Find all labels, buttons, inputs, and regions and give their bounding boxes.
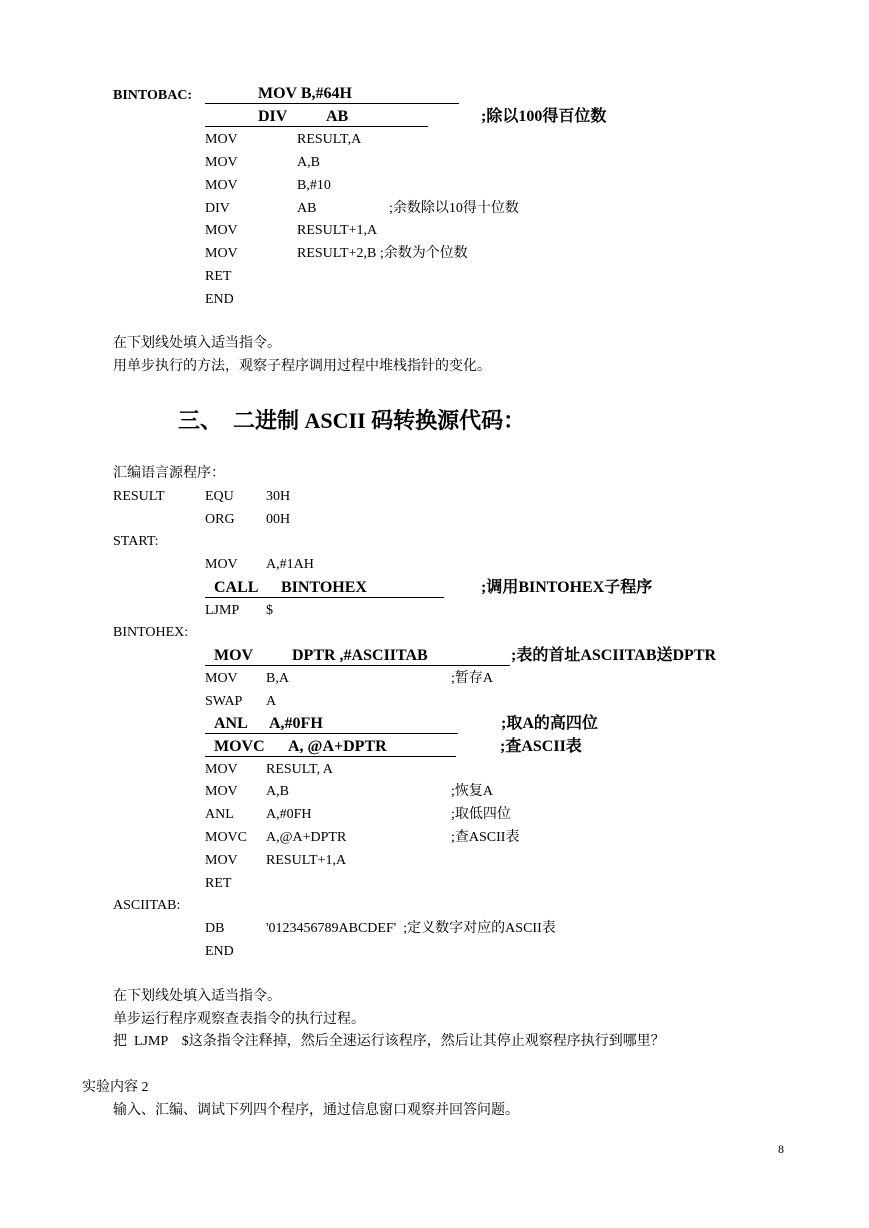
fill-mov-op: MOV — [214, 647, 254, 664]
code-arg: A,@A+DPTR — [266, 830, 347, 845]
code-op: MOV — [205, 155, 238, 170]
code-op: SWAP — [205, 694, 243, 709]
code-arg: A — [266, 694, 277, 709]
fill-line-2-arg: AB — [326, 108, 349, 125]
code-op: RET — [205, 269, 232, 284]
label-asciitab: ASCIITAB: — [113, 898, 181, 913]
code-op: EQU — [205, 489, 234, 504]
code-comment: ;暂存A — [451, 671, 493, 686]
note-text: 把 LJMP $这条指令注释掉，然后全速运行该程序，然后让其停止观察程序执行到哪里？ — [113, 1034, 665, 1049]
code-op: ANL — [205, 807, 234, 822]
fill-underline-1 — [205, 103, 459, 104]
code-arg: AB — [297, 201, 317, 216]
experiment-desc: 输入、汇编、调试下列四个程序，通过信息窗口观察并回答问题。 — [113, 1103, 519, 1118]
code-op: MOV — [205, 246, 238, 261]
code-op: END — [205, 292, 234, 307]
code-arg: RESULT, A — [266, 762, 333, 777]
code-arg: RESULT+1,A — [297, 223, 378, 238]
note-text: 在下划线处填入适当指令。 — [113, 989, 281, 1004]
code-arg: A,#0FH — [266, 807, 312, 822]
fill-mov-arg: DPTR ,#ASCIITAB — [292, 647, 428, 664]
code-op: MOV — [205, 223, 238, 238]
fill-underline-anl — [205, 733, 458, 734]
label-bintobac: BINTOBAC: — [113, 88, 193, 103]
fill-call-arg: BINTOHEX — [281, 579, 367, 596]
label-bintohex: BINTOHEX: — [113, 625, 189, 640]
code-arg: RESULT+2,B ;余数为个位数 — [297, 246, 468, 261]
fill-anl-op: ANL — [214, 715, 248, 732]
code-comment: ;取低四位 — [451, 807, 511, 822]
code-arg: RESULT+1,A — [266, 853, 347, 868]
fill-line-2-op: DIV — [258, 108, 288, 125]
code-op: MOV — [205, 557, 238, 572]
code-op: DIV — [205, 201, 230, 216]
code-comment: ;余数除以10得十位数 — [389, 201, 519, 216]
fill-anl-arg: A,#0FH — [269, 715, 323, 732]
code-arg: 00H — [266, 512, 291, 527]
code-arg: B,#10 — [297, 178, 331, 193]
fill-line-2-comment: ;除以100得百位数 — [481, 108, 607, 125]
code-arg: 30H — [266, 489, 291, 504]
fill-underline-2 — [205, 126, 428, 127]
fill-underline-mov — [205, 665, 510, 666]
code-op: MOV — [205, 178, 238, 193]
code-arg: A,B — [266, 784, 289, 799]
code-op: DB — [205, 921, 225, 936]
code-arg: A,#1AH — [266, 557, 314, 572]
fill-call-comment: ;调用BINTOHEX子程序 — [481, 579, 653, 596]
fill-movc-comment: ;查ASCII表 — [500, 738, 582, 755]
fill-mov-comment: ;表的首址ASCIITAB送DPTR — [511, 647, 717, 664]
code-comment: ;恢复A — [451, 784, 493, 799]
label-start: START: — [113, 534, 159, 549]
code-arg: RESULT,A — [297, 132, 362, 147]
code-op: END — [205, 944, 234, 959]
code-comment: ;查ASCII表 — [451, 830, 520, 845]
section-heading: 三、 二进制 ASCII 码转换源代码： — [178, 408, 526, 433]
note-text: 用单步执行的方法，观察子程序调用过程中堆栈指针的变化。 — [113, 359, 491, 374]
fill-underline-call — [205, 597, 444, 598]
code-arg: A,B — [297, 155, 320, 170]
code-op: RET — [205, 876, 232, 891]
fill-movc-arg: A, @A+DPTR — [288, 738, 387, 755]
code-arg: $ — [266, 603, 273, 618]
fill-line-1-text: MOV B,#64H — [258, 85, 352, 102]
fill-anl-comment: ;取A的高四位 — [501, 715, 598, 732]
page-number: 8 — [778, 1142, 784, 1156]
code-arg: '0123456789ABCDEF' ;定义数字对应的ASCII表 — [266, 921, 556, 936]
intro-text: 汇编语言源程序： — [113, 466, 225, 481]
fill-call-op: CALL — [214, 579, 259, 596]
note-text: 在下划线处填入适当指令。 — [113, 336, 281, 351]
label-result: RESULT — [113, 489, 165, 504]
fill-underline-movc — [205, 756, 456, 757]
code-op: LJMP — [205, 603, 240, 618]
code-op: MOVC — [205, 830, 248, 845]
code-op: MOV — [205, 853, 238, 868]
note-text: 单步运行程序观察查表指令的执行过程。 — [113, 1012, 365, 1027]
code-op: MOV — [205, 671, 238, 686]
experiment-title: 实验内容 2 — [82, 1080, 149, 1095]
code-op: MOV — [205, 784, 238, 799]
code-op: MOV — [205, 762, 238, 777]
code-arg: B,A — [266, 671, 289, 686]
fill-movc-op: MOVC — [214, 738, 265, 755]
code-op: MOV — [205, 132, 238, 147]
code-op: ORG — [205, 512, 235, 527]
